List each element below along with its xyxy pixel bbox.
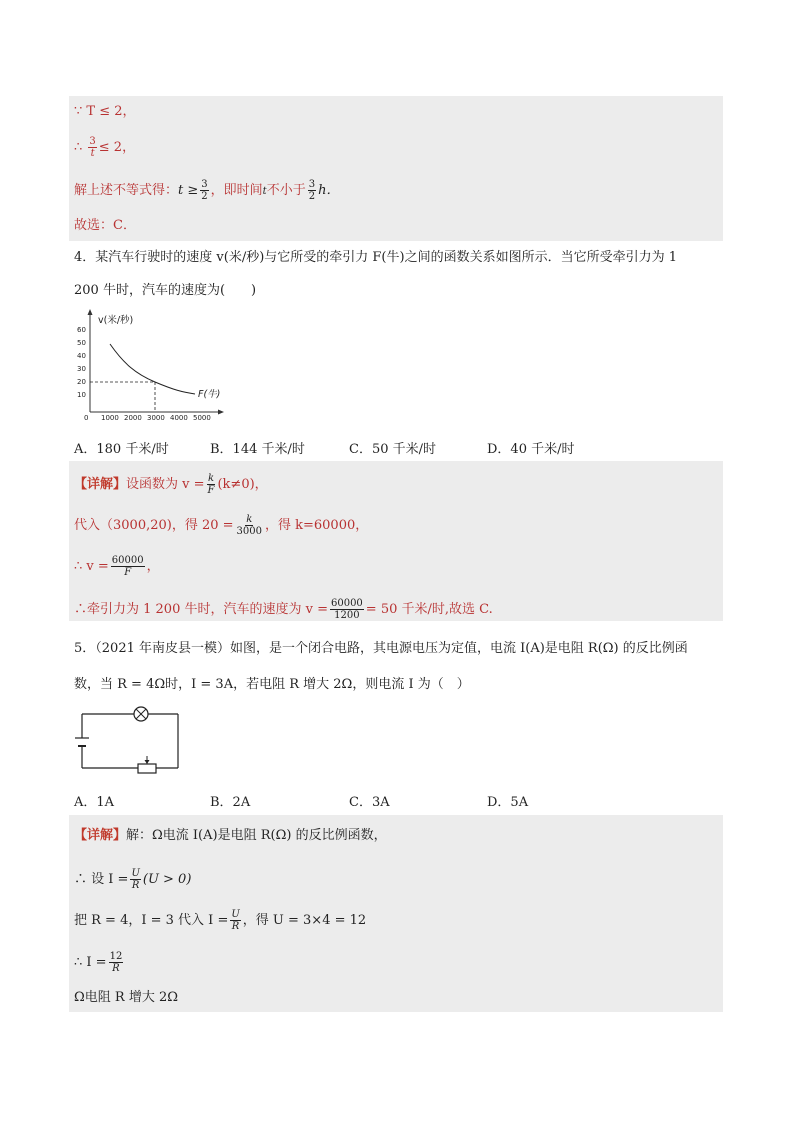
y-tick-40: 40 (77, 352, 86, 360)
y-axis-arrow (88, 309, 93, 315)
q4-text-line2: 200 牛时，汽车的速度为( ) (74, 283, 257, 298)
q5-text-line1: 5．（2021 年南皮县一模）如图，是一个闭合电路，其电源电压为定值，电流 I(A)是电阻 R(Ω) 的反比例函 (74, 641, 688, 656)
solution3-line2: ∴ $\frac{3}{t}$ ≤ 2， (74, 136, 136, 159)
y-tick-50: 50 (77, 339, 86, 347)
y-tick-60: 60 (77, 326, 86, 334)
q4-option-a: A．180 千米/时 (74, 442, 169, 457)
q5-option-a: A．1A (74, 795, 115, 810)
solution3-line3: 解上述不等式得：t ≥ $\frac{3}{2}$ ，即时间t不小于 $\frac{3}{2}$ h． (74, 179, 340, 202)
q4-graph (74, 308, 224, 420)
solution3-background (69, 96, 723, 241)
fraction: $\frac{3}{t}$ (89, 136, 96, 159)
fraction: $\frac{k}{3000}$ (236, 514, 262, 537)
q5-circuit (74, 706, 184, 776)
rheostat-icon (138, 764, 156, 773)
q5-detail-line1: 【详解】解：Ω电流 I(A)是电阻 R(Ω) 的反比例函数， (74, 828, 387, 843)
q5-detail-line4: ∴ I = $\frac{12}{R}$ (74, 951, 123, 974)
q4-text-line1: 4．某汽车行驶时的速度 v(米/秒)与它所受的牵引力 F(牛)之间的函数关系如图所示．当它所受牵引力为 1 (74, 250, 677, 265)
solution3-line4: 故选：C． (74, 218, 136, 233)
q4-detail-line4: ∴牵引力为 1 200 牛时，汽车的速度为 v = $\frac{60000}{1200}$ = 50 千米/时,故选 C. (74, 598, 493, 621)
origin-label: 0 (84, 414, 89, 420)
x-tick-2000: 2000 (124, 414, 142, 420)
q4-detail-line3: ∴ v = $\frac{60000}{F}$ ， (74, 555, 160, 578)
x-tick-3000: 3000 (147, 414, 165, 420)
fraction: $\frac{3}{2}$ (308, 179, 316, 202)
fraction: $\frac{12}{R}$ (109, 951, 123, 974)
x-tick-5000: 5000 (193, 414, 211, 420)
y-tick-20: 20 (77, 378, 86, 386)
detail-label: 【详解】 (74, 828, 127, 843)
fraction: $\frac{U}{R}$ (231, 909, 240, 932)
q5-option-b: B．2A (210, 795, 251, 810)
y-axis-label: v(米/秒) (98, 315, 134, 326)
detail-label: 【详解】 (74, 477, 127, 492)
solution3-line1: ∵ T ≤ 2， (74, 104, 136, 119)
y-tick-10: 10 (77, 391, 86, 399)
q5-detail-line2: ∴ 设 I = $\frac{U}{R}$ (U > 0) (74, 868, 192, 891)
x-tick-1000: 1000 (101, 414, 119, 420)
x-tick-4000: 4000 (170, 414, 188, 420)
fraction: $\frac{k}{F}$ (207, 473, 215, 496)
fraction: $\frac{60000}{F}$ (111, 555, 144, 578)
x-axis-label: F(牛) (198, 389, 221, 400)
q5-text-line2: 数，当 R = 4Ω时，I = 3A，若电阻 R 增大 2Ω，则电流 I 为（ ） (74, 677, 470, 692)
q4-option-d: D．40 千米/时 (487, 442, 575, 457)
q5-option-d: D．5A (487, 795, 529, 810)
q4-detail-line1: 【详解】设函数为 v = $\frac{k}{F}$ (k≠0)， (74, 473, 268, 496)
fraction: $\frac{U}{R}$ (131, 868, 140, 891)
q5-detail-line5: Ω电阻 R 增大 2Ω (74, 990, 179, 1005)
q4-option-b: B．144 千米/时 (210, 442, 305, 457)
x-axis-arrow (218, 410, 224, 415)
fraction: $\frac{60000}{1200}$ (330, 598, 363, 621)
q5-option-c: C．3A (349, 795, 390, 810)
q4-detail-line2: 代入（3000,20)，得 20 = $\frac{k}{3000}$ ，得 k=60000， (74, 514, 369, 537)
fraction: $\frac{3}{2}$ (201, 179, 208, 202)
q4-option-c: C．50 千米/时 (349, 442, 437, 457)
inverse-curve (110, 344, 195, 394)
q5-detail-line3: 把 R = 4，I = 3 代入 I = $\frac{U}{R}$ ，得 U = 3×4 = 12 (74, 909, 367, 932)
y-tick-30: 30 (77, 365, 86, 373)
